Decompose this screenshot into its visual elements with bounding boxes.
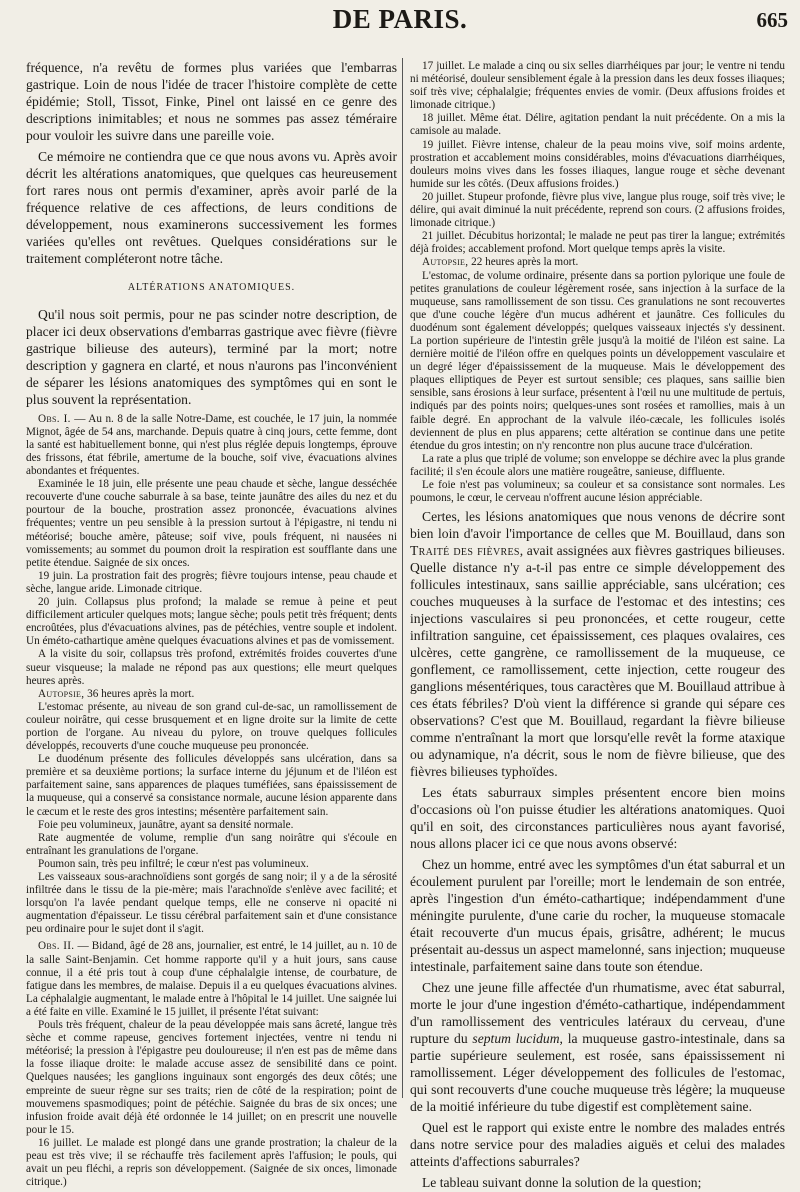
running-title: DE PARIS. (332, 4, 468, 34)
paragraph: 20 juillet. Stupeur profonde, fièvre plus vive, langue plus rouge, soif très vive; le délire, qui avait diminué la nuit précédente, reprend son cours. (2 affusions froides, limonade citrique.) (410, 190, 785, 230)
observation-text: — Au n. 8 de la salle Notre-Dame, est couchée, le 17 juin, la nommée Mignot, âgée de 54 ans, marchande. Depuis quatre à cinq jours, cette femme, dont la santé est habituellement bonne, qui n'est plus réglée depuis longtemps, éprouve des frissons, état fébrile, amertume de la bouche, soif vive, évacuations alvines abondantes et fréquentes. (26, 412, 397, 478)
paragraph: 21 juillet. Décubitus horizontal; le malade ne peut pas tirer la langue; extrémités déjà froides; accablement profond. Mort quelque temps après la visite. (410, 230, 785, 256)
paragraph: Poumon sain, très peu infiltré; le cœur n'est pas volumineux. (38, 857, 309, 870)
paragraph: Pouls très fréquent, chaleur de la peau développée mais sans âcreté, langue très sèche et comme rapeuse, gencives fortement injectées, ventre ni tendu ni météorisé; la pression à l'épigastre peu douloureuse; il n'en est pas de même dans la fosse iliaque droite: le malade accuse assez de sensibilité dans ce point. Quelques nausées; les ganglions inguinaux sont engorgés des deux côtés; une empreinte de sueur règne sur ses traits; rien de côté de la respiration; point de mouvemens spasmodiques; point de pétéchie. Saignée du bras de six onces; une infusion froide avait déjà été ordonnée le 14 juillet; on en prescrit une nouvelle pour le 15. (26, 1019, 397, 1136)
autopsy-label: Autopsie, (422, 256, 469, 269)
paragraph: 19 juillet. Fièvre intense, chaleur de la peau moins vive, soif moins ardente, prostration et accablement moins considérables, moins d'évacuations diarrhéiques, douleurs moins vives dans les fosses iliaques, langue rouge et sèche devenant humide sur les côtés. (Deux affusions froides.) (410, 138, 785, 190)
observation-label: Obs. I. (38, 412, 71, 425)
section-heading: ALTÉRATIONS ANATOMIQUES. (127, 281, 296, 293)
paragraph: 20 juin. Collapsus plus profond; la malade se remue à peine et peut difficilement articuler quelques mots; langue sèche; pouls petit très fréquent; dents encroûtées, plus d'évacuations alvines, pas de pétéchies, ventre souple et indolent. Un éméto-cathartique amène quelques évacuations alvines et pas de vomissement. (26, 596, 397, 648)
observation-text: — Bidand, âgé de 28 ans, journalier, est entré, le 14 juillet, au n. 10 de la salle Saint-Benjamin. Cet homme rapporte qu'il y a huit jours, sans cause connue, il a été pris tout à coup d'une céphalalgie intense, de courbature, de fatigue dans les membres, de malaise. Depuis il a eu quelques évacuations alvines. La céphalalgie augmentant, le malade entre à l'hôpital le 14 juillet. Une saignée lui a été faite en ville. Examiné le 15 juillet, il présente l'état suivant: (26, 940, 398, 1018)
autopsy-text: 36 heures après la mort. (84, 687, 195, 700)
paragraph: Quel est le rapport qui existe entre le nombre des malades entrés dans notre service pour des maladies aiguës et celui des malades atteints d'affections saburrales? (410, 1119, 785, 1169)
paragraph: Qu'il nous soit permis, pour ne pas scinder notre description, de placer ici deux observations d'embarras gastrique avec fièvre (fièvre gastrique bilieuse des auteurs), terminé par la mort; notre description y gagnera en clarté, et nous n'aurons pas l'inconvénient de séparer les lésions anatomiques des symptômes qui en sont le plus souvent la représentation. (26, 306, 397, 407)
column-divider (402, 58, 403, 1098)
paragraph: 17 juillet. Le malade a cinq ou six selles diarrhéiques par jour; le ventre ni tendu ni météorisé, douleur sensiblement égale à la pression dans les deux fosses iliaques; soif très vive; céphalalgie; fréquentes envies de vomir. (Deux affusions froides et limonade citrique.) (410, 60, 785, 112)
observation-label: Obs. II. (38, 940, 75, 953)
paragraph: Examinée le 18 juin, elle présente une peau chaude et sèche, langue desséchée recouverte d'une couche saburrale à sa base, teinte jaunâtre des ailes du nez et du pourtour de la bouche, prostration assez prononcée, évacuations alvines fréquentes; ventre un peu sensible à la pression surtout à l'épigastre, ni tendu ni météorisé; bouche amère, pâteuse; soif vive, pouls fréquent, ni nausées ni vomissements; au sommet du poumon droit la respiration est soufflante dans une petite étendue. Saignée de six onces. (26, 478, 397, 569)
paragraph: Le foie n'est pas volumineux; sa couleur et sa consistance sont normales. Les poumons, le cœur, le cerveau n'offrent aucune lésion appréciable. (410, 479, 785, 505)
text-run: , avait assignées aux fièvres gastriques bilieuses. Quelle distance n'y a-t-il pas entre ce simple développement des follicules intestinaux, sans saillie appréciable, sans ulcération; ces couches muqueuses à la surface de l'estomac et des intestins; ces injections vasculaires si peu prononcées, et cette rougeur, cette infiltration sanguine, cet épaississement, ces plaques ovalaires, ces ulcères, cette gangrène, ce ramollissement de la muqueuse, ce gonflement, ce ramollissement, cette injection, cette rougeur des ganglions mésentériques, tous caractères que M. Bouillaud attribue à ces états fébriles? D'où vient la différence si grande qui sépare ces observations? C'est que M. Bouillaud, regardant la fièvre bilieuse comme n'entraînant la mort que lorsqu'elle revêt la forme ataxique ou adynamique, n'a décrit, sous le nom de fièvre bilieuse, que des fièvres bilieuses typhoïdes. (410, 543, 785, 779)
paragraph: fréquence, n'a revêtu de formes plus variées que l'embarras gastrique. Loin de nous l'idée de tracer l'histoire complète de cette épidémie; Stoll, Tissot, Finke, Pinel ont laissé en ce genre des descriptions inimitables; et nous ne sommes pas assez téméraire pour vouloir les suivre dans une pareille voie. (26, 60, 397, 143)
autopsy-label: Autopsie, (38, 687, 85, 700)
paragraph: L'estomac présente, au niveau de son grand cul-de-sac, un ramollissement de couleur noirâtre, qui cesse brusquement et en ligne droite sur la limite de cette portion de l'organe. Au niveau du pylore, on trouve quelques follicules développés, recouverts d'une couche muqueuse peu prononcée. (26, 700, 397, 753)
book-title: Traité des fièvres (410, 543, 520, 559)
paragraph: L'estomac, de volume ordinaire, présente dans sa portion pylorique une foule de petites granulations de couleur légèrement rosée, sans injection à la surface de la muqueuse, sans ramollissement de son tissu. Ces granulations ne sont recouvertes que d'une couche légère d'un mucus adhérent et jaunâtre. Ces follicules du duodénum sont également développés; quelques vaisseaux injectés s'y dessinent. La portion supérieure de l'intestin grêle jusqu'à la moitié de l'iléon est saine. La dernière moitié de l'iléon offre en quelques points un développement vasculaire et un degré léger d'épaississement de la muqueuse. Mais le développement des plaques elliptiques de Peyer est surtout sensible; ces plaques, sans saillie bien sensible, sans érosions à leur surface, présentent à l'œil nu une multitude de pertuis, indiqués par des points noirs; quelques-unes sont rosées et ramollies, mais à un faible degré. En approchant de la valvule iléo-cæcale, les follicules isolés deviennent de plus en plus apparens; cette altération se continue dans une petite étendue du gros intestin; on n'y rencontre non plus aucune trace d'ulcération. (410, 269, 785, 452)
paragraph: 16 juillet. Le malade est plongé dans une grande prostration; la chaleur de la peau est très vive; il se réchauffe très facilement après l'affusion; le pouls, qui avait un peu fléchi, a repris son développement. (Saignée de six onces, limonade citrique.) (26, 1136, 397, 1189)
left-column (26, 60, 398, 1189)
paragraph: Le duodénum présente des follicules développés sans ulcération, dans sa première et sa deuxième portions; la surface interne du jéjunum et de l'iléon est parfaitement saine, sans apparences de plaques tuméfiées, sans épaississement de la muqueuse, qui a conservé sa consistance normale, aucune lésion apparente dans le cæcum et le reste des gros intestins; mésentère parfaitement sain. (26, 753, 397, 818)
page-header (0, 0, 800, 38)
paragraph: A la visite du soir, collapsus très profond, extrémités froides couvertes d'une sueur visqueuse; la malade ne répond pas aux questions; elle meurt quelques heures après. (26, 648, 397, 687)
paragraph: Les états saburraux simples présentent encore bien moins d'occasions où l'on puisse étudier les altérations anatomiques. Quoi qu'il en soit, des circonstances particulières nous ayant favorisé, nous allons placer ici ce que nous avons observé: (410, 784, 785, 851)
observation-paragraph (26, 413, 397, 478)
paragraph (410, 509, 785, 781)
text-run: , la muqueuse gastro-intestinale, dans sa partie supérieure seulement, est rosée, sans épaississement ni ramollissement. Léger développement des follicules de l'estomac, qui sont recouverts d'une couche muqueuse très légère; la muqueuse de la moitié inférieure du tube digestif est complètement saine. (410, 1030, 785, 1114)
paragraph (410, 980, 785, 1116)
autopsy-heading (410, 256, 785, 269)
paragraph: Le tableau suivant donne la solution de la question; (422, 1174, 702, 1190)
paragraph: Les vaisseaux sous-arachnoïdiens sont gorgés de sang noir; il y a de la sérosité infiltrée dans le tissu de la pie-mère; mais l'arachnoïde s'enlève avec facilité; et lorsqu'on l'a lavée pendant quelque temps, elle ne conserve ni opacité ni augmentation d'épaisseur. Le tissu cérébral parfaitement sain et d'une consistance peu ordinaire pour le sujet dont il s'agit. (26, 871, 397, 936)
page-number: 665 (756, 8, 788, 32)
text-run: Certes, les lésions anatomiques que nous venons de décrire sont bien loin d'avoir l'importance de celles que M. Bouillaud, dans son (410, 509, 785, 542)
autopsy-text: 22 heures après la mort. (468, 256, 579, 269)
right-column (410, 60, 785, 1190)
paragraph: Chez un homme, entré avec les symptômes d'un état saburral et un écoulement purulent par l'oreille; mort le lendemain de son entrée, après l'ingestion d'un éméto-cathartique; indépendamment d'une méningite purulente, d'une carie du rocher, la muqueuse stomacale était recouverte d'un mucus épais, grisâtre, adhérent; le mucus présentait au-dessus un aspect mamelonné, sans injection; muqueuse intestinale, parfaitement saine dans toute son étendue. (410, 856, 785, 974)
paragraph: Ce mémoire ne contiendra que ce que nous avons vu. Après avoir décrit les altérations anatomiques, que quelques cas heureusement fort rares nous ont permis d'examiner, après avoir parlé de la fréquence relative de ces affections, de leurs conditions de développement, nous examinerons successivement les formes variées qu'elles ont revêtues. Quelques considérations sur le traitement compléteront notre tâche. (26, 148, 397, 266)
paragraph: La rate a plus que triplé de volume; son enveloppe se déchire avec la plus grande facilité; il s'en écoule alors une matière rougeâtre, sanieuse, diffluente. (410, 452, 785, 478)
paragraph: Foie peu volumineux, jaunâtre, ayant sa densité normale. (38, 818, 294, 831)
paragraph: Rate augmentée de volume, remplie d'un sang noirâtre qui s'écoule en entraînant les granulations de l'organe. (26, 831, 397, 857)
autopsy-heading (26, 688, 397, 701)
paragraph: 18 juillet. Même état. Délire, agitation pendant la nuit précédente. On a mis la camisole au malade. (410, 112, 785, 138)
paragraph: 19 juin. La prostration fait des progrès; fièvre toujours intense, peau chaude et sèche, langue aride. Limonade citrique. (26, 569, 397, 595)
observation-paragraph (26, 940, 397, 1019)
latin-term: septum lucidum (472, 1030, 560, 1046)
text-run: Chez une jeune fille affectée d'un rhumatisme, avec état saburral, morte le jour d'une ingestion d'éméto-cathartique, indépendamment d'un ramollissement des ventricules latéraux du cerveau, d'une rupture du (410, 979, 785, 1046)
